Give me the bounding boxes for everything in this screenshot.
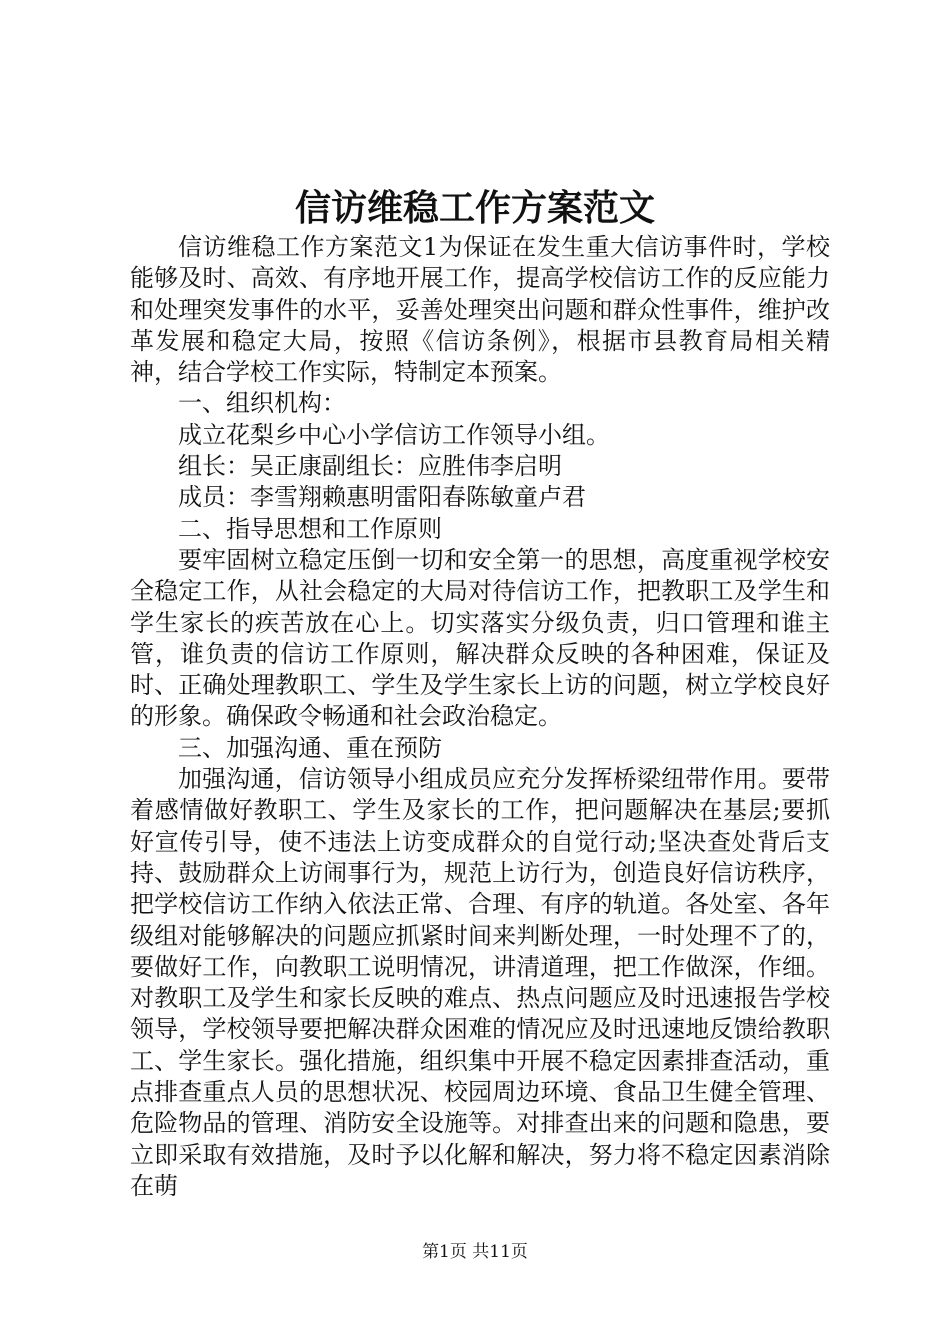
section-heading-communication: 三、加强沟通、重在预防 [178,733,442,762]
paragraph-group-setup: 成立花梨乡中心小学信访工作领导小组。 [178,420,610,449]
section-heading-principles: 二、指导思想和工作原则 [178,514,442,543]
paragraph-group-leaders: 组长：吴正康副组长：应胜伟李启明 [178,452,562,481]
paragraph-intro: 信访维稳工作方案范文1为保证在发生重大信访事件时，学校能够及时、高效、有序地开展工作，提高学校信访工作的反应能力和处理突发事件的水平，妥善处理突出问题和群众性事件，维护改革发展和稳定大局，按照《信访条例》，根据市县教育局相关精神，结合学校工作实际，特制定本预案。 [130,233,830,387]
page-footer: 第1页 共11页 [422,1242,528,1262]
document-title: 信访维稳工作方案范文 [294,187,655,229]
paragraph-principles: 要牢固树立稳定压倒一切和安全第一的思想，高度重视学校安全稳定工作，从社会稳定的大局对待信访工作，把教职工及学生和学生家长的疾苦放在心上。切实落实分级负责，归口管理和谁主管，谁负责的信访工作原则，解决群众反映的各种困难，保证及时、正确处理教职工、学生及学生家长上访的问题，树立学校良好的形象。确保政令畅通和社会政治稳定。 [130,545,830,731]
paragraph-group-members: 成员：李雪翔赖惠明雷阳春陈敏童卢君 [178,483,586,512]
section-heading-organization: 一、组织机构： [178,389,346,418]
document-body [130,232,830,1202]
paragraph-communication: 加强沟通，信访领导小组成员应充分发挥桥梁纽带作用。要带着感情做好教职工、学生及家长的工作，把问题解决在基层;要抓好宣传引导，使不违法上访变成群众的自觉行动;坚决查处背后支持、鼓励群众上访闹事行为，规范上访行为，创造良好信访秩序，把学校信访工作纳入依法正常、合理、有序的轨道。各处室、各年级组对能够解决的问题应抓紧时间来判断处理，一时处理不了的，要做好工作，向教职工说明情况，讲清道理，把工作做深，作细。对教职工及学生和家长反映的难点、热点问题应及时迅速报告学校领导，学校领导要把解决群众困难的情况应及时迅速地反馈给教职工、学生家长。强化措施，组织集中开展不稳定因素排查活动，重点排查重点人员的思想状况、校园周边环境、食品卫生健全管理、危险物品的管理、消防安全设施等。对排查出来的问题和隐患，要立即采取有效措施，及时予以化解和解决，努力将不稳定因素消除在萌 [130,765,830,1200]
